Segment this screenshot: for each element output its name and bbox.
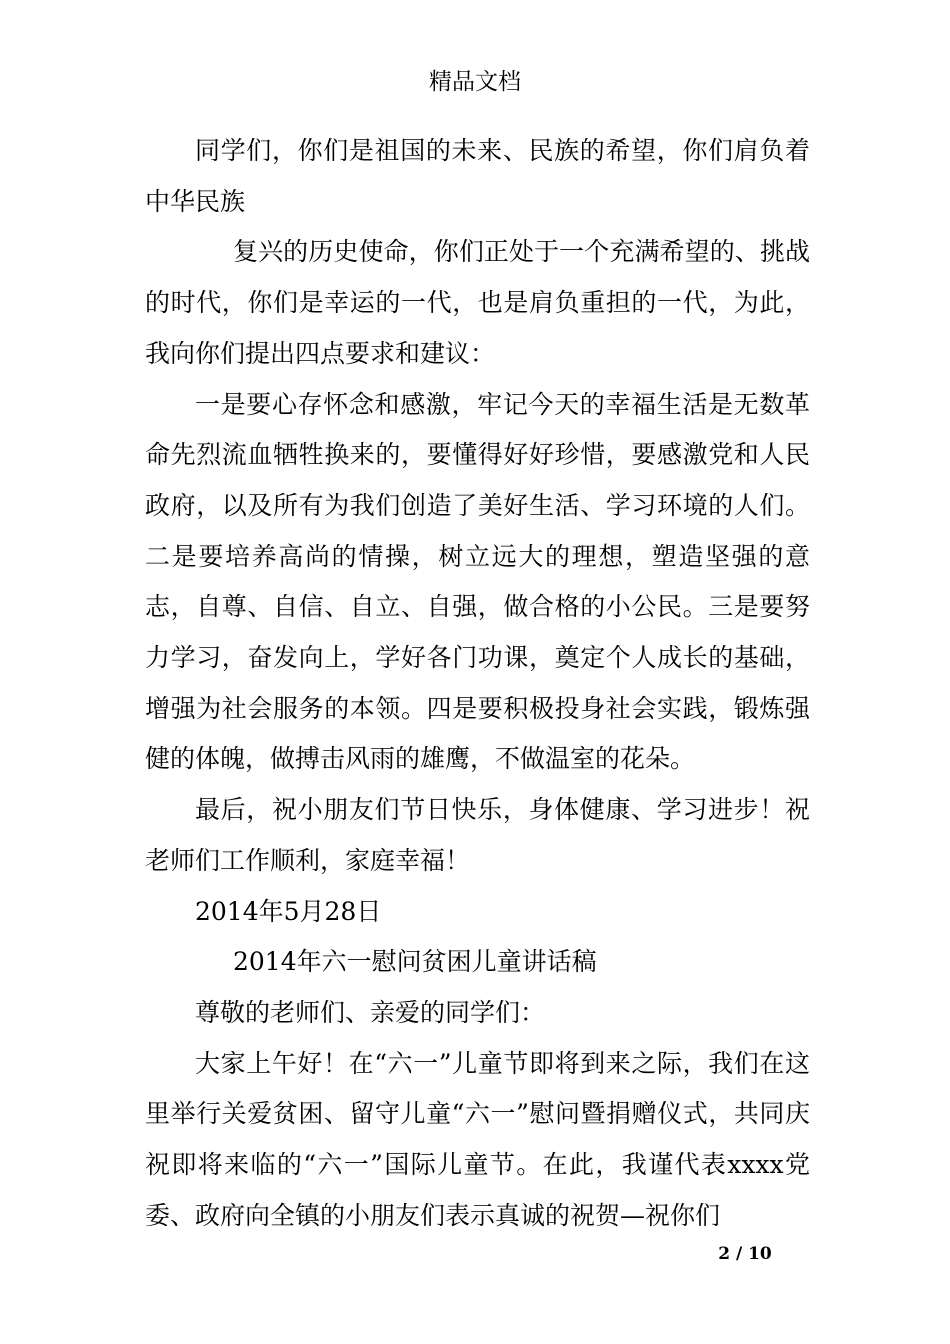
page-header: 精品文档 bbox=[429, 69, 521, 95]
page-number: 2 / 10 bbox=[718, 1244, 772, 1264]
document-body bbox=[145, 126, 810, 1241]
section-title: 2014年六一慰问贫困儿童讲话稿 bbox=[233, 947, 597, 977]
paragraph-3: 一是要心存怀念和感激，牢记今天的幸福生活是无数革命先烈流血牺牲换来的，要懂得好好珍惜，要感激党和人民政府，以及所有为我们创造了美好生活、学习环境的人们。二是要培养高尚的情操，树立远大的理想，塑造坚强的意志，自尊、自信、自立、自强，做合格的小公民。三是要努力学习，奋发向上，学好各门功课，奠定个人成长的基础，增强为社会服务的本领。四是要积极投身社会实践，锻炼强健的体魄，做搏击风雨的雄鹰，不做温室的花朵。 bbox=[145, 389, 810, 774]
salutation: 尊敬的老师们、亲爱的同学们： bbox=[195, 997, 546, 1027]
paragraph-4: 最后，祝小朋友们节日快乐，身体健康、学习进步！祝老师们工作顺利，家庭幸福！ bbox=[145, 795, 810, 875]
paragraph-1: 同学们，你们是祖国的未来、民族的希望，你们肩负着中华民族 bbox=[145, 136, 810, 216]
paragraph-2: 复兴的历史使命，你们正处于一个充满希望的、挑战的时代，你们是幸运的一代，也是肩负重担的一代，为此，我向你们提出四点要求和建议： bbox=[145, 237, 810, 368]
paragraph-5: 大家上午好！在“六一”儿童节即将到来之际，我们在这里举行关爱贫困、留守儿童“六一”慰问暨捐赠仪式，共同庆祝即将来临的“六一”国际儿童节。在此，我谨代表xxxx党委、政府向全镇的小朋友们表示真诚的祝贺—祝你们 bbox=[145, 1048, 810, 1230]
date-line: 2014年5月28日 bbox=[195, 896, 382, 926]
